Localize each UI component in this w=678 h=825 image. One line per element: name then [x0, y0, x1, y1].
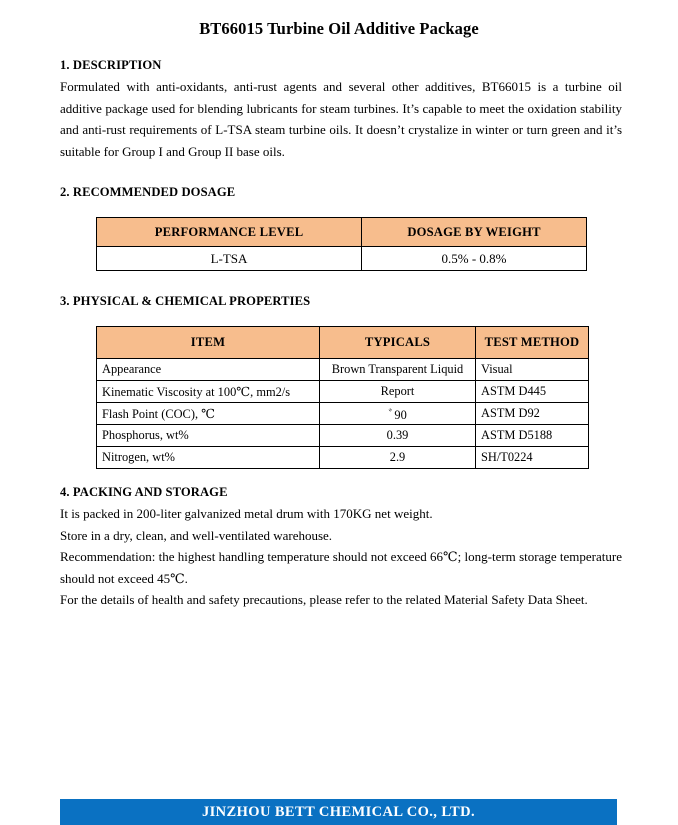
table-row: [97, 359, 589, 381]
property-typical: ﾞ90: [320, 403, 476, 425]
document-body: [60, 58, 622, 611]
property-typical: Brown Transparent Liquid: [320, 359, 476, 381]
dosage-header-weight: DOSAGE BY WEIGHT: [362, 218, 587, 247]
dosage-table: [96, 217, 587, 271]
table-row: [97, 381, 589, 403]
dosage-cell-performance: L-TSA: [97, 247, 362, 271]
packing-line-3: Recommendation: the highest handling temperature should not exceed 66℃; long-term storage temperature should not exceed 45℃.: [60, 549, 622, 586]
property-test-method: ASTM D445: [476, 381, 589, 403]
spacer: [60, 469, 622, 485]
packing-line-1: It is packed in 200-liter galvanized metal drum with 170KG net weight.: [60, 506, 433, 521]
section-heading-dosage: 2. RECOMMENDED DOSAGE: [60, 185, 236, 199]
property-typical: 0.39: [320, 425, 476, 447]
property-test-method: ASTM D92: [476, 403, 589, 425]
dosage-header-performance: PERFORMANCE LEVEL: [97, 218, 362, 247]
footer-company-name: JINZHOU BETT CHEMICAL CO., LTD.: [201, 803, 476, 820]
property-item: Nitrogen, wt%: [97, 447, 320, 469]
table-row: [97, 403, 589, 425]
page-title: BT66015 Turbine Oil Additive Package: [199, 19, 479, 38]
property-item: Kinematic Viscosity at 100℃, mm2/s: [97, 381, 320, 403]
table-header-row: [97, 218, 587, 247]
properties-table: [96, 326, 589, 469]
table-row: [97, 247, 587, 271]
section-heading-packing: 4. PACKING AND STORAGE: [60, 485, 228, 499]
table-header-row: [97, 327, 589, 359]
packing-line-2: Store in a dry, clean, and well-ventilated warehouse.: [60, 527, 333, 543]
property-test-method: Visual: [476, 359, 589, 381]
property-typical: 2.9: [320, 447, 476, 469]
property-test-method: SH/T0224: [476, 447, 589, 469]
spacer: [60, 312, 622, 326]
section-heading-properties: 3. PHYSICAL & CHEMICAL PROPERTIES: [60, 294, 311, 308]
property-item: Flash Point (COC), ℃: [97, 403, 320, 425]
properties-header-item: ITEM: [97, 327, 320, 359]
dosage-cell-weight: 0.5% - 0.8%: [362, 247, 587, 271]
table-row: [97, 425, 589, 447]
properties-header-test-method: TEST METHOD: [476, 327, 589, 359]
spacer: [60, 203, 622, 217]
section-heading-description: 1. DESCRIPTION: [60, 58, 162, 72]
table-row: [97, 447, 589, 469]
spacer: [60, 271, 622, 294]
property-item: Phosphorus, wt%: [97, 425, 320, 447]
packing-line-4: For the details of health and safety precautions, please refer to the related Material Safety Data Sheet.: [60, 592, 588, 607]
spacer: [60, 162, 622, 185]
property-test-method: ASTM D5188: [476, 425, 589, 447]
description-paragraph: Formulated with anti-oxidants, anti-rust agents and several other additives, BT66015 is a turbine oil additive package used for blending lubricants for steam turbines. It’s capable to meet the oxidation stability and anti-rust requirements of L-TSA steam turbine oils. It doesn’t crystalize in winter or turn green and it’s suitable for Group I and Group II base oils.: [60, 79, 622, 159]
property-typical: Report: [320, 381, 476, 403]
property-item: Appearance: [97, 359, 320, 381]
properties-header-typicals: TYPICALS: [320, 327, 476, 359]
footer-company-banner: [60, 799, 617, 825]
